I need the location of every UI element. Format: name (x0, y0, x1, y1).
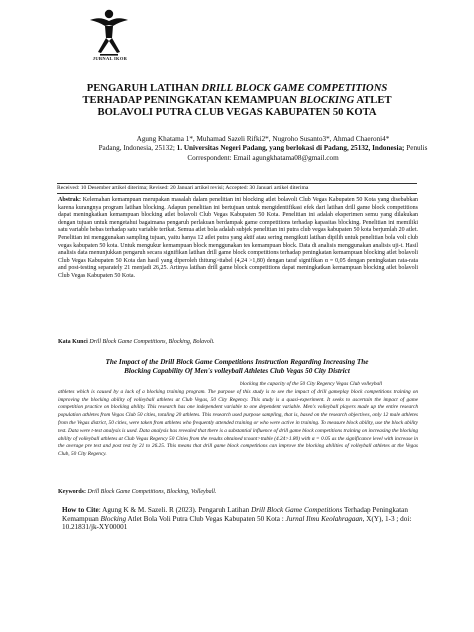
keywords-en-text: Drill Block Game Competitions, Blocking, Volleyball. (86, 489, 217, 495)
journal-logo-label: JURNAL IKOR (92, 56, 128, 61)
english-title (50, 358, 424, 377)
author-names: Agung Khatama 1*, Muhamad Sazeli Rifki2*, Nugroho Susanto3*, Ahmad Chaeroni4* (136, 135, 390, 143)
title-line3: BOLAVOLI PUTRA CLUB VEGAS KABUPATEN 50 KOTA (97, 107, 377, 119)
divider (57, 183, 417, 184)
cite-text: : Agung K & M. Sazeli. R (2023). Pengaruh Latihan (98, 506, 252, 514)
affiliation-university: 1. Universitas Negeri Padang, yang berlokasi di Padang, 25132, Indonesia; (176, 144, 405, 153)
title-part: TERHADAP PENINGKATAN KEMAMPUAN (82, 95, 300, 107)
cite-italic: Blocking (100, 514, 127, 523)
abstract-id (58, 197, 418, 281)
cite-text: Terhadap Peningkatan Kemampuan (62, 506, 408, 523)
title-italic: DRILL BLOCK GAME COMPETITIONS (201, 83, 388, 94)
cite-doi: , X(Y), 1-3 ; doi: 10.21831/jk-XY00001 (62, 514, 412, 532)
received-dates: Received: 10 Desember artikel diterima; Revised: 20 Januari artikel revisi; Accepted: 30 Januari artikel diterima (57, 185, 309, 191)
affiliation-text: Padang, Indonesia, 25132; (98, 144, 177, 153)
title-part: ATLET (354, 95, 392, 107)
title-part: PENGARUH LATIHAN (86, 83, 202, 94)
correspondent-email: Correspondent: Email agungkhatama08@gmail.com (187, 153, 339, 162)
english-title-line: The Impact of the Drill Block Game Competitions Instruction Regarding Increasing The (105, 358, 369, 366)
english-title-line: Blocking Capability Of Men's volleyball Athletes Club Vegas 50 City District (124, 367, 350, 376)
keywords-label: Kata Kunci (58, 339, 88, 345)
abstract-text: Kelemahan kemampuan merupakan masalah dalam penelitian ini blocking atlet bolavoli Club Vegas Kabupaten 50 Kota yang disebabkan karena kurangnya program latihan blocking. Adapun penelitian ini bertujuan untuk mengidentifikasi efek dari latihan drill game block competitions dapat meningkatkan kemampuan blocking atlet bolavoli Club Vegas Kabupaten 50 Kota. Penelitian ini adalah eksperimen semu yang dilakukan dengan tujuan untuk mengetahui bagaimana pengaruh perlakuan berdampak game competitions terhadap kapasitas blocking. Penelitian ini memiliki satu variable bebas terhadap satu variable terikat. Semua atlet bola adalah subjek penelitian ini putra club vegas kabupaten 50 kota berjumlah 20 atlet. Penelitian ini menggunakan sampling tujuan, yaitu hanya 12 atlet putra yang aktif atau sering mengikuti latihan dipilih untuk penelitian bola voli club vegas kabupaten 50 kota. Untuk mengukur kemampuan block menggunakan tes kemampuan block. Data di analisis menggunakan analisis uji-t. Hasil analisis data menunjukkan pengaruh secara signifikan latihan drill game block competitions terhadap peningkatan kemampuan blocking atlet bolavoli Club Vegas Kabupaten 50 Kota dan hasil yang diperoleh thitung>ttabel (4,24 >1,80) dengan taraf signifikan α = 0,05 dengan peningkatan rata-rata and post-testing separately 21 menjadi 26,25. Artinya latihan drill game block competitions dapat meningkatkan kemampuan blocking atlet bolavoli Club Vegas Kabupaten 50 Kota. (58, 197, 418, 279)
cite-italic: Drill Block Game Competitions (251, 506, 343, 514)
cite-label: How to Cite (62, 506, 99, 514)
abstract-en-lead: blocking the capacity of the 50 City Regency Vegas Club volleyball (240, 381, 383, 387)
author-block (88, 135, 438, 163)
title-italic: BLOCKING (299, 95, 355, 107)
abstract-en (58, 381, 418, 459)
cite-journal: Jurnal Ilmu Keolahragaan (285, 514, 363, 523)
abstract-label: Abstrak: (58, 197, 82, 203)
cite-text: Atlet Bola Voli Putra Club Vegas Kabupaten 50 Kota : (126, 514, 286, 523)
keywords-en (58, 489, 418, 495)
keywords-en-label: Keywords: (58, 489, 86, 495)
paper-title (40, 83, 434, 120)
abstract-en-text: athletes which is caused by a lack of a blocking training program. The purpose of this study is to see the impact of drill gameplay block competitions training on improving the blocking ability of volleyball athletes at Club Vegas, 50 City Regency. This study is a quasi-experiment. It seeks to ascertain the impact of game competition practice on blocking ability. This research has one independent variable to one dependent variable. Men's volleyball players made up the entire research population athletes from Vegas Club 50 cities, totaling 20 athletes. This research used purpose sampling, that is, based on the research objectives, only 12 male athletes from the Vegas district, 50 cities, were taken from athletes who frequently attended training or who were active in training. To measure block ability, use the block ability test. Data were t-test analysis is used. Data analysis has revealed that there is a substantial influence of drill game block competitions training on increasing the blocking ability of volleyball athletes at Club Vegas Regency 50 Cities from the results obtained tcount>ttable (4.24>1.80) with α = 0.05 as the significance level with increase in the average pre test and post test by 21 to 26.25. This means that drill game block competitions can improve the blocking abilities of volleyball athletes at the Vegas Club, 50 City Regency. (58, 388, 418, 458)
keywords-id (58, 339, 418, 345)
how-to-cite (62, 506, 414, 532)
divider (57, 193, 417, 194)
author-affiliation (88, 144, 438, 153)
affiliation-note: Penulis (404, 144, 428, 153)
keywords-text: Drill Block Game Competitions, Blocking, Bolavoli. (87, 339, 215, 345)
